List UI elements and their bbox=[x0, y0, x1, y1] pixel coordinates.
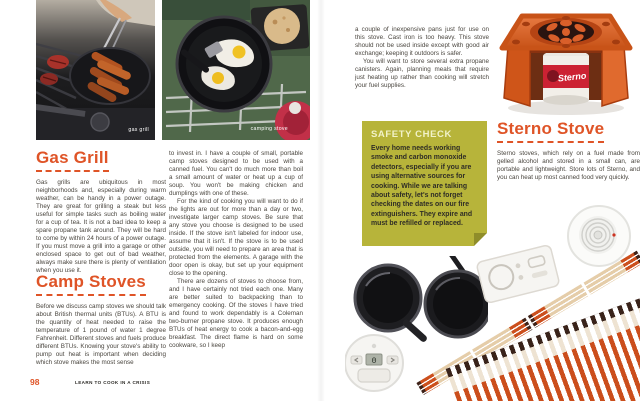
sterno-stove-section bbox=[497, 119, 640, 182]
column2-paragraph-1: to invest in. I have a couple of small, portable camp stoves designed to be used with a canned fuel. You can't do much more than boil a small amount of water or heat up a cup of soup. You won't be making chicken and dumplings with one of these. bbox=[169, 150, 303, 197]
column3-paragraph-2: You will want to store several extra propane canisters. Again, planning meals that require just heating up rather than cooking will stretch your fuel supplies. bbox=[355, 58, 489, 89]
sterno-stove-heading: Sterno Stove bbox=[497, 119, 604, 143]
gas-grill-photo bbox=[36, 0, 155, 140]
page-number: 98 bbox=[30, 377, 40, 387]
gas-grill-section bbox=[36, 148, 166, 275]
safety-check-box bbox=[362, 121, 487, 246]
gas-grill-caption: gas grill bbox=[128, 127, 149, 133]
frying-pans-photo bbox=[348, 256, 488, 342]
sterno-can-label: Sterno bbox=[557, 70, 587, 84]
left-page-column2 bbox=[169, 150, 303, 350]
column3-paragraph-1: a couple of inexpensive pans just for use on this stove. Cast iron is too heavy. This stove should not be used inside except with good air exchange; keeping it outdoors is safer. bbox=[355, 26, 489, 57]
gas-grill-heading: Gas Grill bbox=[36, 148, 109, 172]
alarm-led bbox=[612, 233, 615, 236]
test-button bbox=[358, 369, 390, 382]
gas-grill-body: Gas grills are ubiquitous in most neighborhoods and, especially during warm weather, can be handy in a power outage. They are great for grilling a steak but less useful for simple tasks such as boiling water for a cup of tea. It is not a bad idea to keep a spare propane tank around. They will be hard to come by within 24 hours of a power outage. If you must move a grill into a garage or other enclosed space to get out of bad weather, always make sure there is plenty of ventilation when you use it. bbox=[36, 179, 166, 274]
stove-leg-left bbox=[504, 46, 530, 106]
page-gutter bbox=[317, 0, 325, 401]
smoke-detector-round bbox=[567, 205, 631, 267]
right-page-column1 bbox=[355, 26, 489, 90]
camp-stoves-heading: Camp Stoves bbox=[36, 272, 146, 296]
camping-stove-caption: camping stove bbox=[250, 126, 288, 132]
sterno-stove-body: Sterno stoves, which rely on a fuel made from gelled alcohol and stored in a small can, are portable and lightweight. Store lots of Sterno, and you can heat up most canned food very quickly. bbox=[497, 150, 640, 181]
co-detector-digital bbox=[345, 334, 404, 392]
frying-pans-illustration bbox=[348, 256, 488, 342]
book-title-footer: LEARN TO COOK IN A CRISIS bbox=[75, 380, 151, 385]
camping-stove-photo bbox=[162, 0, 310, 140]
sterno-stove-illustration bbox=[492, 2, 640, 118]
sterno-stove-photo bbox=[492, 2, 640, 118]
pan-handle bbox=[401, 318, 428, 342]
flatbread bbox=[264, 8, 300, 44]
safety-check-body: Every home needs working smoke and carbon monoxide detectors, especially if you are using alternative sources for cooking. While we are talking about safety, let's not forget checking the dates on our fire extinguishers. They expire and must be refilled or replaced. bbox=[371, 145, 473, 228]
camp-stoves-section bbox=[36, 272, 166, 367]
camp-stoves-body: Before we discuss camp stoves we should talk about British thermal units (BTUs). A BTU is the quantity of heat needed to raise the temperature of 1 pound of water 1 degree Fahrenheit. Different stoves and fuels produce different BTUs. Knowing your stove's ability to pump out heat is important when deciding which stove makes the most sense bbox=[36, 303, 166, 366]
safety-check-title: SAFETY CHECK bbox=[371, 129, 452, 140]
gas-grill-illustration bbox=[36, 0, 155, 140]
column2-paragraph-3: There are dozens of stoves to choose from, and I have certainly not tried each one. Many are better suited to backpacking than to emergency cooking. Of the stoves I have tried and found to work dependably is a Coleman two-burner propane stove. It produces enough BTUs of heat energy to cook a bacon-and-egg breakfast. The direct flame is hard on some cookware, so I keep bbox=[169, 278, 303, 349]
co-alarm-rectangular bbox=[475, 243, 561, 305]
stove-leg-right bbox=[602, 46, 628, 106]
camping-stove-illustration bbox=[162, 0, 310, 140]
page-fold-corner bbox=[474, 233, 487, 246]
lcd-value: 0 bbox=[371, 356, 377, 366]
column2-paragraph-2: For the kind of cooking you will want to do if the lights are out for more than a day or two, investigate larger camp stoves. Be sure that any stove you choose is designed to be used inside. If the stove isn't labeled for indoor use, assume that it isn't. If the stove is to be used outside, you will need to prepare an area that is protected from the elements. A garage with the door open is okay, but set up your equipment close to the opening. bbox=[169, 198, 303, 277]
egg-yolk bbox=[233, 46, 246, 59]
